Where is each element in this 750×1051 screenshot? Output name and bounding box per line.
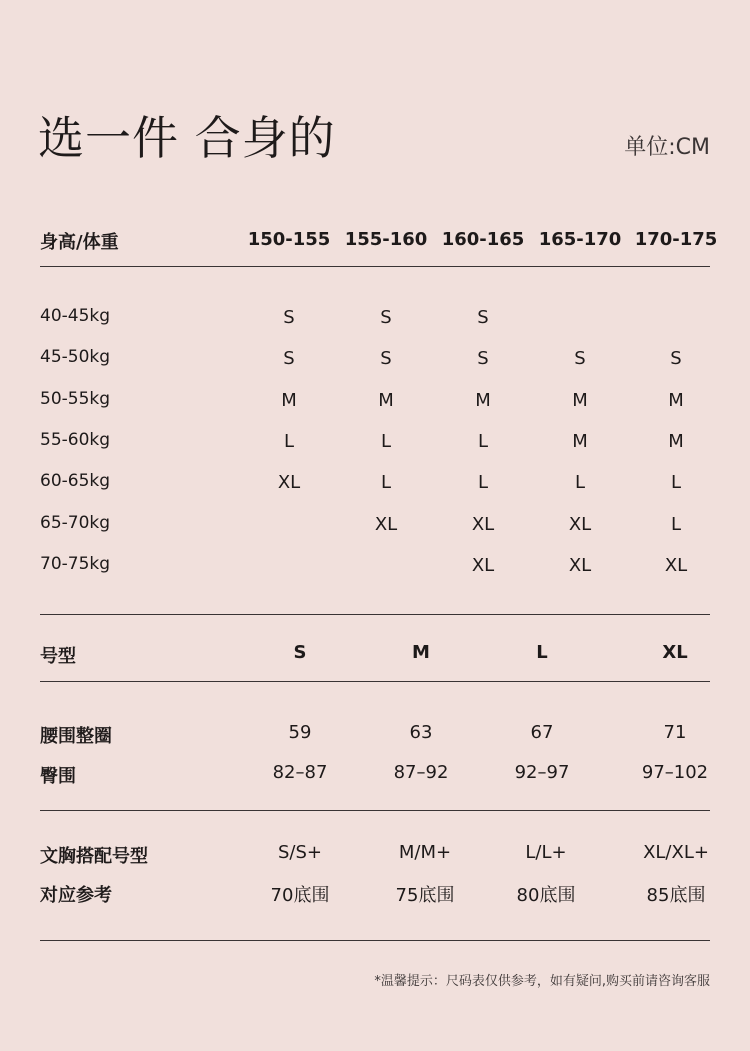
size-cell: L bbox=[380, 472, 392, 493]
size-cell: XL bbox=[471, 555, 495, 576]
divider-2 bbox=[40, 614, 710, 615]
weight-label: 70-75kg bbox=[40, 554, 111, 574]
band-reference-value: 80底围 bbox=[516, 885, 576, 906]
bra-size-value: L/L+ bbox=[525, 842, 567, 863]
height-col-3: 160-165 bbox=[441, 229, 525, 250]
weight-label: 65-70kg bbox=[40, 513, 111, 533]
band-reference-value: 75底围 bbox=[395, 885, 455, 906]
height-col-5: 170-175 bbox=[634, 229, 718, 250]
waist-label: 腰围整圈 bbox=[40, 726, 112, 747]
size-col-m: M bbox=[412, 642, 430, 663]
weight-label: 45-50kg bbox=[40, 347, 111, 367]
size-cell: S bbox=[380, 348, 392, 369]
size-cell: S bbox=[670, 348, 682, 369]
divider-5 bbox=[40, 940, 710, 941]
size-cell: XL bbox=[277, 472, 301, 493]
unit-label: 单位:CM bbox=[624, 135, 710, 160]
band-reference-label: 对应参考 bbox=[40, 885, 112, 906]
bra-size-label: 文胸搭配号型 bbox=[40, 846, 148, 867]
band-reference-value: 85底围 bbox=[646, 885, 706, 906]
hip-label: 臀围 bbox=[40, 766, 76, 787]
tip-note: *温馨提示：尺码表仅供参考，如有疑问,购买前请咨询客服 bbox=[374, 974, 710, 989]
waist-value: 63 bbox=[409, 722, 433, 743]
hip-value: 97–102 bbox=[641, 762, 709, 783]
hip-value: 92–97 bbox=[514, 762, 570, 783]
size-cell: M bbox=[281, 390, 297, 411]
size-cell: S bbox=[283, 348, 295, 369]
size-cell: M bbox=[668, 431, 684, 452]
page-title: 选一件 合身的 bbox=[38, 111, 336, 165]
divider-1 bbox=[40, 266, 710, 267]
waist-value: 71 bbox=[663, 722, 687, 743]
size-cell: L bbox=[670, 472, 682, 493]
size-cell: L bbox=[670, 514, 682, 535]
size-cell: M bbox=[475, 390, 491, 411]
size-cell: S bbox=[574, 348, 586, 369]
size-cell: M bbox=[572, 390, 588, 411]
size-col-l: L bbox=[536, 642, 548, 663]
size-cell: S bbox=[477, 307, 489, 328]
size-cell: L bbox=[380, 431, 392, 452]
hip-value: 82–87 bbox=[272, 762, 328, 783]
divider-3 bbox=[40, 681, 710, 682]
size-cell: L bbox=[477, 472, 489, 493]
size-cell: S bbox=[477, 348, 489, 369]
size-cell: XL bbox=[568, 514, 592, 535]
size-col-s: S bbox=[293, 642, 307, 663]
size-cell: L bbox=[283, 431, 295, 452]
waist-value: 67 bbox=[530, 722, 554, 743]
bra-size-value: S/S+ bbox=[278, 842, 322, 863]
size-cell: S bbox=[380, 307, 392, 328]
bra-size-value: XL/XL+ bbox=[643, 842, 709, 863]
size-cell: XL bbox=[664, 555, 688, 576]
size-cell: XL bbox=[568, 555, 592, 576]
weight-label: 55-60kg bbox=[40, 430, 111, 450]
height-col-2: 155-160 bbox=[344, 229, 428, 250]
waist-value: 59 bbox=[288, 722, 312, 743]
size-col-xl: XL bbox=[662, 642, 688, 663]
size-chart-header-label: 身高/体重 bbox=[40, 232, 119, 253]
height-col-4: 165-170 bbox=[538, 229, 622, 250]
size-cell: L bbox=[477, 431, 489, 452]
bra-size-value: M/M+ bbox=[398, 842, 452, 863]
size-cell: M bbox=[668, 390, 684, 411]
divider-4 bbox=[40, 810, 710, 811]
height-col-1: 150-155 bbox=[247, 229, 331, 250]
size-cell: XL bbox=[471, 514, 495, 535]
size-cell: S bbox=[283, 307, 295, 328]
weight-label: 60-65kg bbox=[40, 471, 111, 491]
hip-value: 87–92 bbox=[393, 762, 449, 783]
size-cell: M bbox=[572, 431, 588, 452]
size-cell: L bbox=[574, 472, 586, 493]
size-cell: M bbox=[378, 390, 394, 411]
weight-label: 50-55kg bbox=[40, 389, 111, 409]
weight-label: 40-45kg bbox=[40, 306, 111, 326]
size-cell: XL bbox=[374, 514, 398, 535]
band-reference-value: 70底围 bbox=[270, 885, 330, 906]
measurement-header-label: 号型 bbox=[40, 646, 76, 667]
